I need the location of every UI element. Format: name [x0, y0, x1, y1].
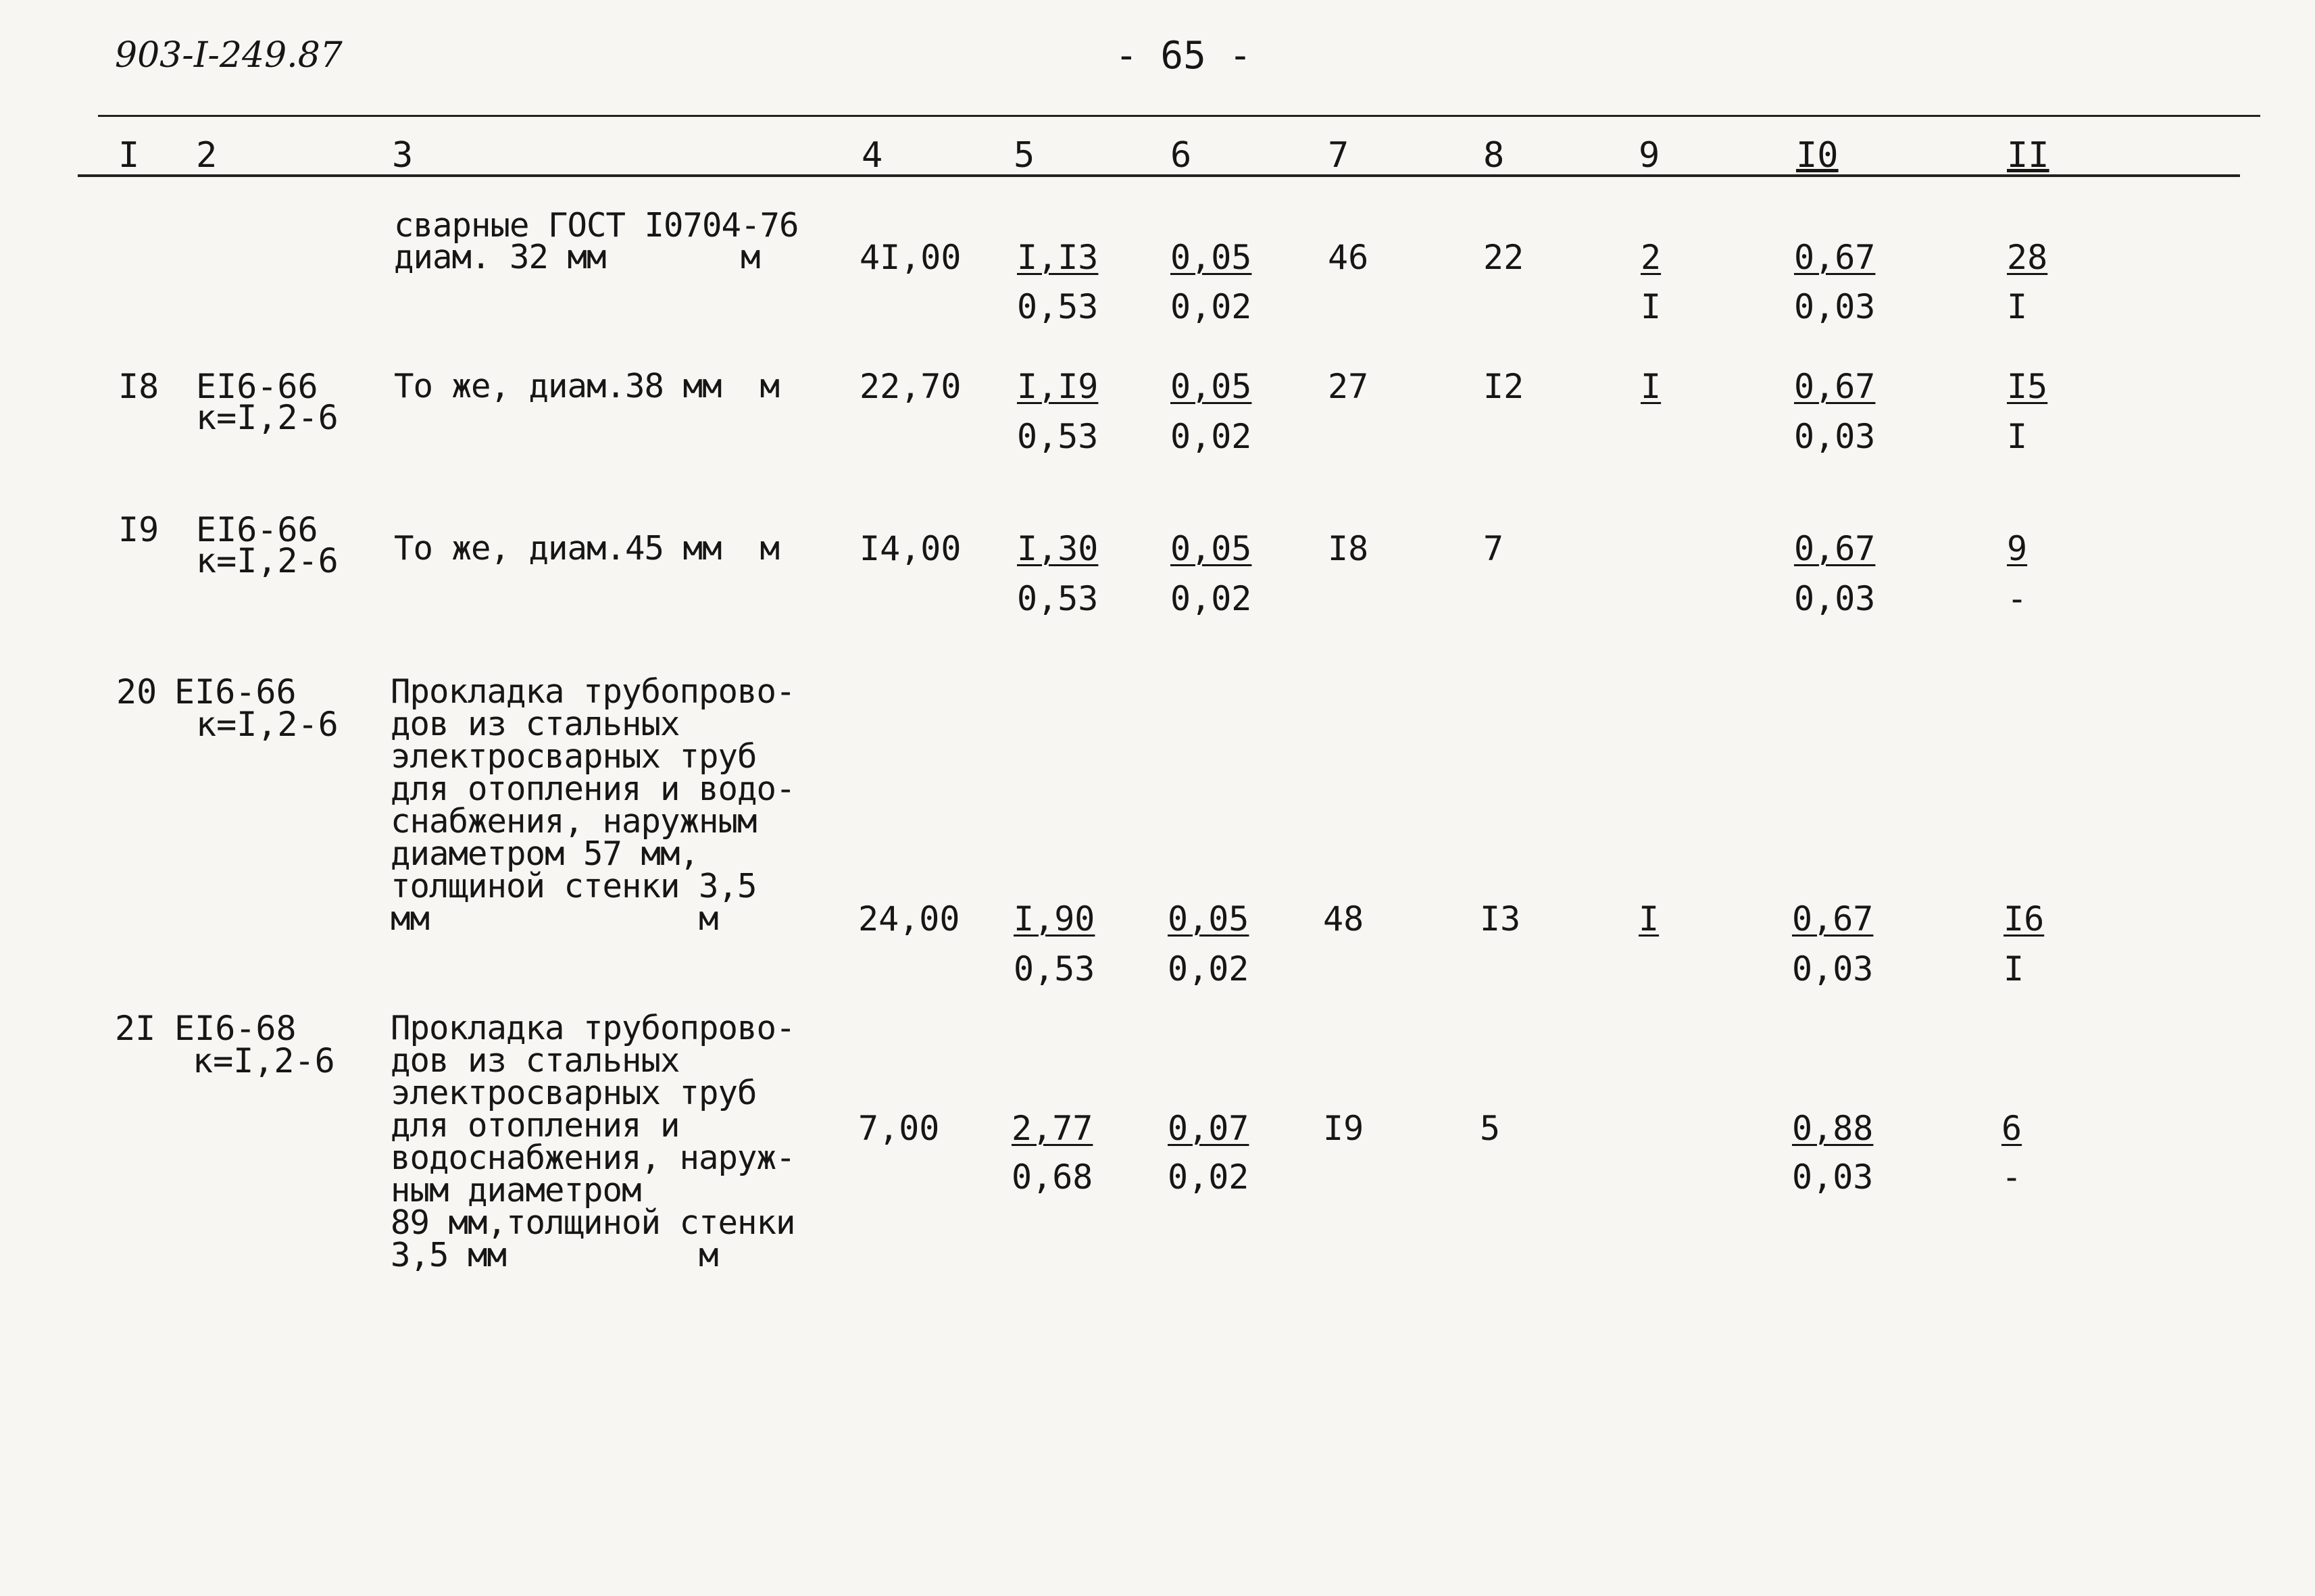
row-col9-top: 2 — [1641, 238, 1662, 277]
row-col10-top: 0,67 — [1794, 238, 1876, 277]
row-col10-top: 0,67 — [1794, 367, 1876, 406]
row-col5-top: I,90 — [1014, 899, 1095, 939]
col-header-10: I0 — [1796, 135, 1839, 176]
row-description-line: дов из стальных — [391, 1041, 680, 1080]
row-description-line: электросварных труб — [391, 1074, 757, 1112]
row-col6-bottom: 0,02 — [1168, 1157, 1249, 1197]
row-col10-bottom: 0,03 — [1794, 287, 1876, 326]
row-description-line: диам. 32 мм м — [394, 238, 760, 276]
row-quantity: 4I,00 — [860, 238, 962, 277]
row-col11-bottom: I — [2007, 417, 2028, 456]
row-col6-bottom: 0,02 — [1170, 579, 1252, 618]
col-header-11: II — [2007, 135, 2049, 176]
row-description-line: Прокладка трубопрово- — [391, 672, 795, 711]
row-code-coef: к=I,2-6 — [196, 398, 339, 437]
row-description-line: То же, диам.45 мм м — [394, 529, 780, 568]
row-description-line: То же, диам.38 мм м — [394, 367, 780, 405]
row-col8: 7 — [1483, 529, 1504, 568]
row-description-line: 3,5 мм м — [391, 1236, 718, 1274]
row-col5-top: I,I9 — [1017, 367, 1099, 406]
row-col11-top: I5 — [2007, 367, 2048, 406]
row-col5-bottom: 0,53 — [1014, 949, 1095, 989]
row-description-line: диаметром 57 мм, — [391, 834, 699, 873]
row-col11-top: I6 — [2003, 899, 2045, 939]
row-col10-bottom: 0,03 — [1792, 949, 1874, 989]
document-code: 903-I-249.87 — [115, 35, 343, 76]
col-header-8: 8 — [1483, 135, 1505, 176]
row-description-line: для отопления и водо- — [391, 770, 795, 808]
row-col10-top: 0,88 — [1792, 1109, 1874, 1148]
col-header-9: 9 — [1639, 135, 1660, 176]
row-description-line: водоснабжения, наруж- — [391, 1139, 795, 1177]
row-col9-top: I — [1639, 899, 1660, 939]
col-header-1: I — [118, 135, 140, 176]
row-number: I9 — [118, 510, 159, 549]
row-col7: 46 — [1328, 238, 1369, 277]
row-quantity: 7,00 — [858, 1109, 940, 1148]
row-description-line: ным диаметром — [391, 1171, 641, 1210]
top-rule — [98, 115, 2260, 117]
row-number: 20 — [116, 672, 157, 712]
row-col5-bottom: 0,68 — [1012, 1157, 1093, 1197]
row-col10-bottom: 0,03 — [1794, 579, 1876, 618]
row-col6-top: 0,05 — [1170, 529, 1252, 568]
row-number: I8 — [118, 367, 159, 406]
row-code-coef: к=I,2-6 — [196, 541, 339, 580]
row-quantity: I4,00 — [860, 529, 962, 568]
row-description-line: 89 мм,толщиной стенки — [391, 1203, 795, 1242]
row-col7: I9 — [1323, 1109, 1364, 1148]
row-col5-bottom: 0,53 — [1017, 287, 1099, 326]
row-code-coef: к=I,2-6 — [193, 1041, 335, 1080]
row-col7: 48 — [1323, 899, 1364, 939]
row-col11-top: 28 — [2007, 238, 2048, 277]
row-code-coef: к=I,2-6 — [196, 705, 339, 744]
row-code: EI6-68 — [174, 1009, 297, 1048]
row-col11-bottom: I — [2007, 287, 2028, 326]
col-header-6: 6 — [1170, 135, 1192, 176]
row-code: EI6-66 — [196, 510, 318, 549]
row-col10-top: 0,67 — [1792, 899, 1874, 939]
row-col5-top: I,I3 — [1017, 238, 1099, 277]
row-description-line: мм м — [391, 899, 718, 938]
row-description-line: электросварных труб — [391, 737, 757, 776]
row-col5-bottom: 0,53 — [1017, 579, 1099, 618]
col-header-2: 2 — [196, 135, 218, 176]
col-header-5: 5 — [1014, 135, 1035, 176]
row-quantity: 24,00 — [858, 899, 960, 939]
row-col10-top: 0,67 — [1794, 529, 1876, 568]
row-col8: 22 — [1483, 238, 1524, 277]
row-description-line: толщиной стенки 3,5 — [391, 867, 757, 905]
row-col8: I2 — [1483, 367, 1524, 406]
row-col6-top: 0,05 — [1170, 367, 1252, 406]
col-header-7: 7 — [1328, 135, 1349, 176]
row-col6-bottom: 0,02 — [1170, 287, 1252, 326]
row-col6-bottom: 0,02 — [1168, 949, 1249, 989]
row-col9-top: I — [1641, 367, 1662, 406]
row-description-line: снабжения, наружным — [391, 802, 757, 841]
row-col8: I3 — [1480, 899, 1521, 939]
row-col5-top: I,30 — [1017, 529, 1099, 568]
col-header-3: 3 — [392, 135, 414, 176]
row-number: 2I — [115, 1009, 156, 1048]
row-col11-top: 9 — [2007, 529, 2028, 568]
row-description-line: сварные ГОСТ I0704-76 — [394, 206, 799, 245]
row-col10-bottom: 0,03 — [1792, 1157, 1874, 1197]
row-col6-top: 0,07 — [1168, 1109, 1249, 1148]
row-description-line: дов из стальных — [391, 705, 680, 743]
row-col5-bottom: 0,53 — [1017, 417, 1099, 456]
row-col11-bottom: - — [2001, 1157, 2022, 1197]
row-description-line: для отопления и — [391, 1106, 680, 1145]
row-col7: I8 — [1328, 529, 1369, 568]
row-code: EI6-66 — [174, 672, 297, 712]
col-header-4: 4 — [862, 135, 883, 176]
row-col8: 5 — [1480, 1109, 1501, 1148]
row-col9-bottom: I — [1641, 287, 1662, 326]
row-col6-top: 0,05 — [1168, 899, 1249, 939]
row-col11-bottom: - — [2007, 579, 2028, 618]
row-col11-top: 6 — [2001, 1109, 2022, 1148]
row-col5-top: 2,77 — [1012, 1109, 1093, 1148]
page-number: - 65 - — [1115, 34, 1252, 78]
row-description-line: Прокладка трубопрово- — [391, 1009, 795, 1047]
row-col11-bottom: I — [2003, 949, 2024, 989]
row-quantity: 22,70 — [860, 367, 962, 406]
row-col10-bottom: 0,03 — [1794, 417, 1876, 456]
row-code: EI6-66 — [196, 367, 318, 406]
row-col7: 27 — [1328, 367, 1369, 406]
row-col6-top: 0,05 — [1170, 238, 1252, 277]
row-col6-bottom: 0,02 — [1170, 417, 1252, 456]
